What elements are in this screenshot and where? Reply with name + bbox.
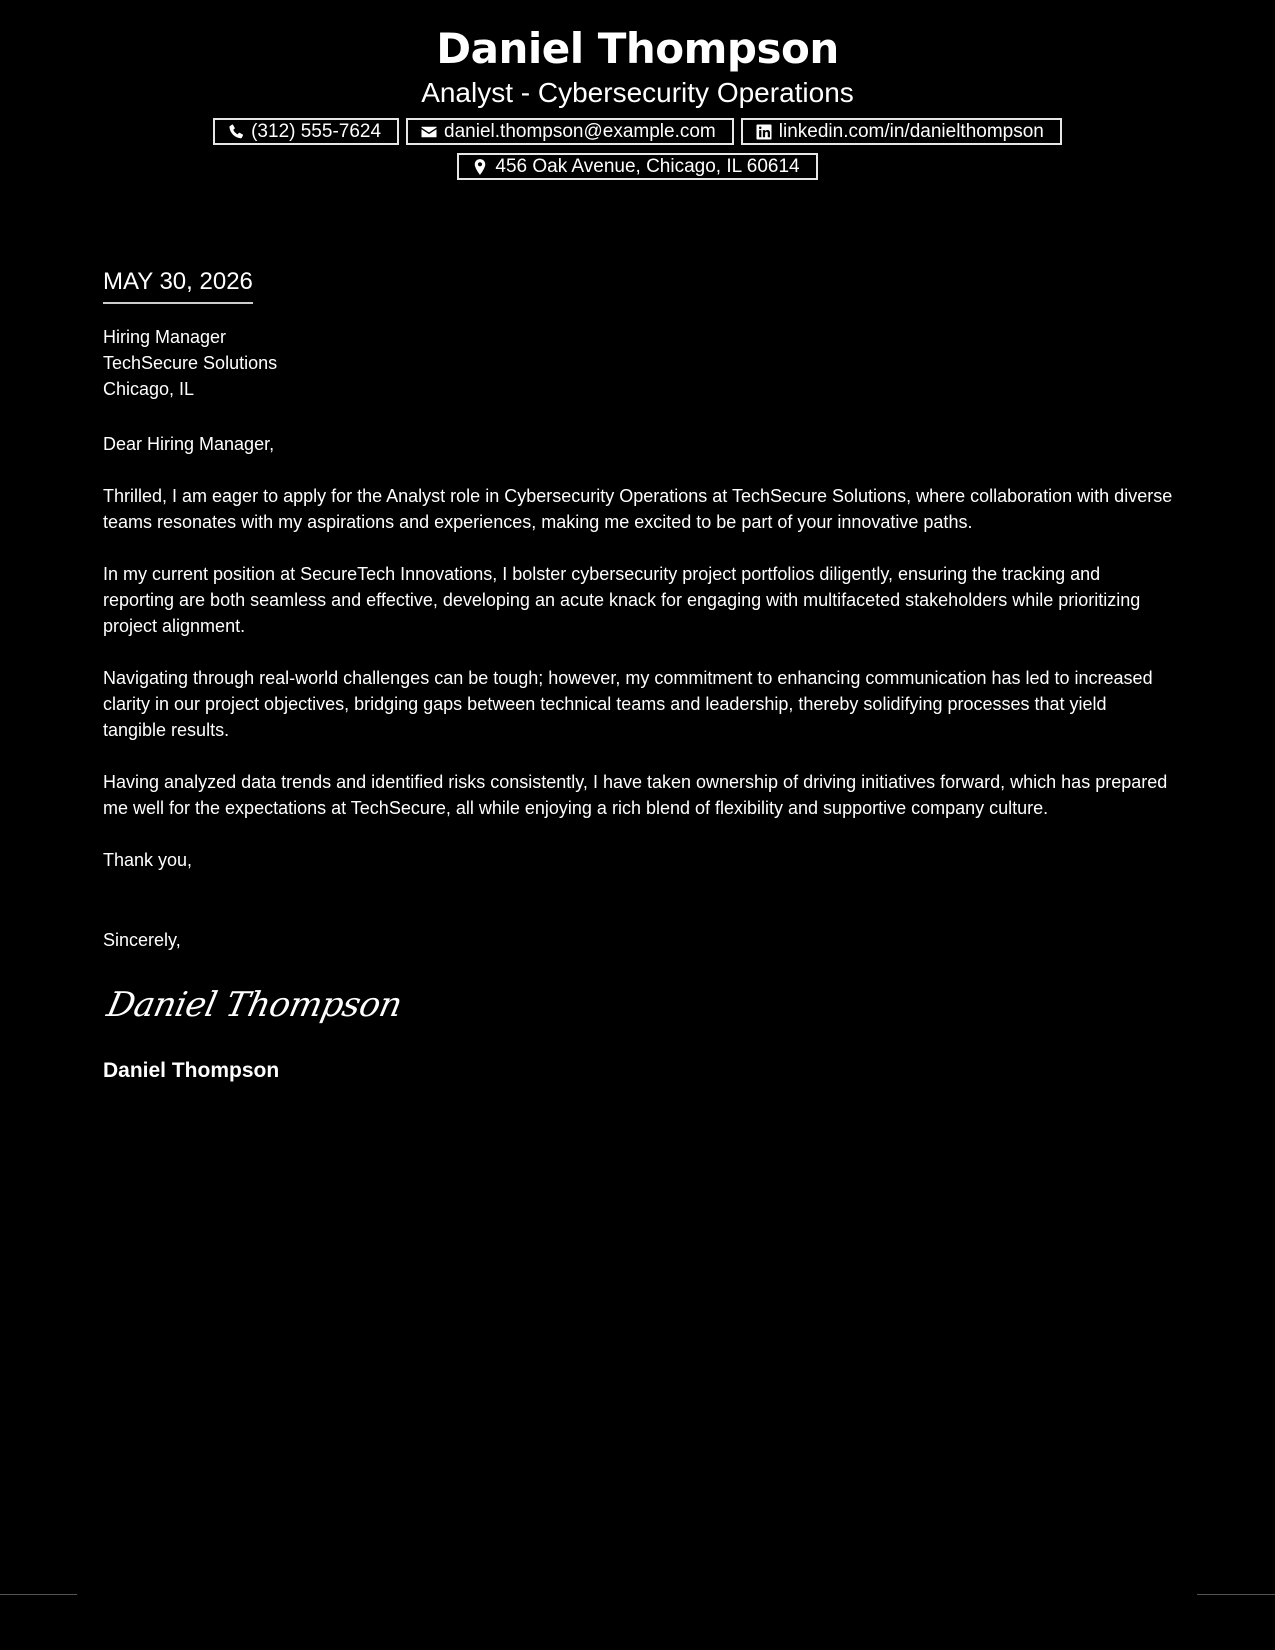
signer-name: Daniel Thompson <box>103 1059 280 1082</box>
contact-email[interactable] <box>406 118 734 145</box>
body-paragraph: Having analyzed data trends and identified risks consistently, I have taken ownership of driving initiatives forward, which has prepared me well for the expectations at TechSecure, all while enjoying a rich blend of flexibility and supportive company culture. <box>103 772 1168 818</box>
applicant-name: Daniel Thompson <box>436 24 839 73</box>
contact-row-primary <box>0 118 1275 145</box>
recipient-line: Hiring Manager <box>103 327 227 347</box>
contact-address[interactable] <box>457 153 817 180</box>
letter-date: MAY 30, 2026 <box>103 266 253 304</box>
contact-phone[interactable] <box>213 118 399 145</box>
body-paragraph: Thrilled, I am eager to apply for the Analyst role in Cybersecurity Operations at TechSecure Solutions, where collaboration with diverse teams resonates with my aspirations and experiences, making me excited to be part of your innovative paths. <box>103 486 1173 532</box>
contact-email-text: daniel.thompson@example.com <box>444 121 716 142</box>
contact-row-secondary <box>0 153 1275 180</box>
phone-icon <box>227 123 245 141</box>
contact-phone-text: (312) 555-7624 <box>251 121 382 142</box>
footer-rule-left <box>0 1594 77 1595</box>
letter-header <box>0 22 1275 188</box>
contact-linkedin-text: linkedin.com/in/danielthompson <box>778 121 1044 142</box>
recipient-line: TechSecure Solutions <box>103 353 278 373</box>
body-paragraph: In my current position at SecureTech Innovations, I bolster cybersecurity project portfolios diligently, ensuring the tracking and reporting are both seamless and effective, developing an acute knack for engaging with multifaceted stakeholders while prioritizing project alignment. <box>103 564 1141 636</box>
recipient-block <box>103 324 1173 402</box>
letter-body <box>103 266 1173 1085</box>
body-paragraph: Navigating through real-world challenges can be tough; however, my commitment to enhancing communication has led to increased clarity in our project objectives, bridging gaps between technical teams and leadership, thereby solidifying processes that yield tangible results. <box>103 668 1153 740</box>
envelope-icon <box>420 123 438 141</box>
salutation: Dear Hiring Manager, <box>103 434 275 454</box>
contact-address-text: 456 Oak Avenue, Chicago, IL 60614 <box>495 156 800 177</box>
contact-linkedin[interactable] <box>741 118 1062 145</box>
linkedin-icon <box>755 123 773 141</box>
map-marker-icon <box>471 158 489 176</box>
thanks-line: Thank you, <box>103 850 193 870</box>
handwritten-signature: Daniel Thompson <box>103 985 406 1025</box>
closing-line: Sincerely, <box>103 930 181 950</box>
footer-rule-right <box>1197 1594 1275 1595</box>
applicant-title: Analyst - Cybersecurity Operations <box>421 77 854 108</box>
recipient-line: Chicago, IL <box>103 379 195 399</box>
